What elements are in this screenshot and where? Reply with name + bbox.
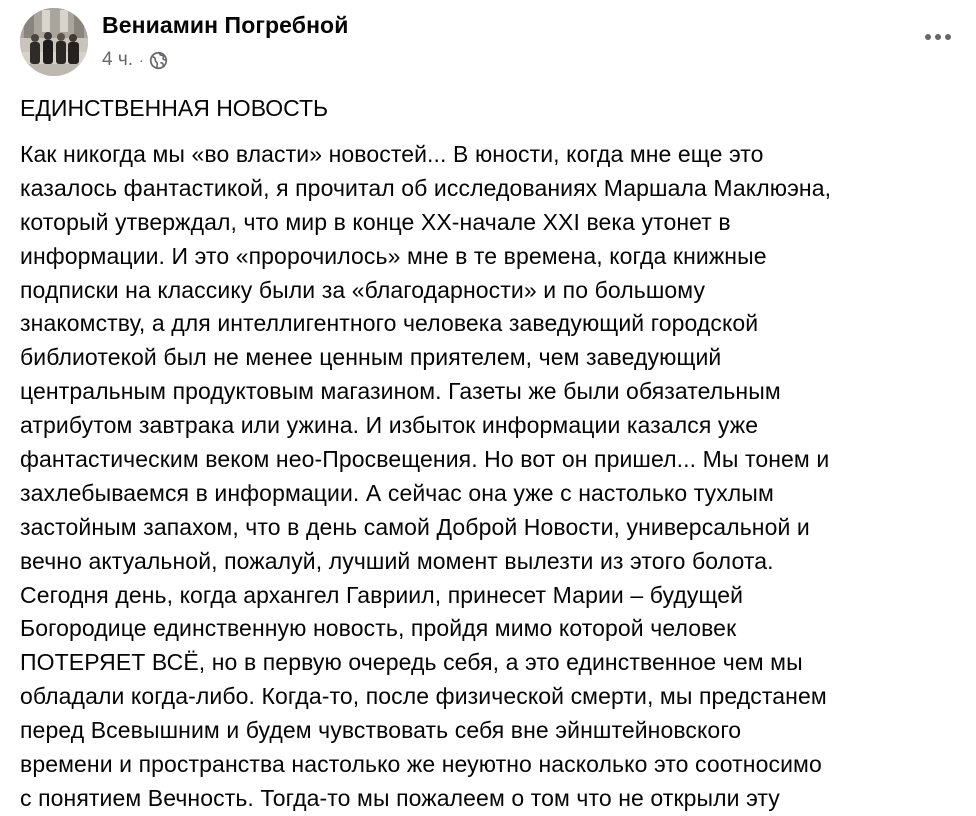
more-horizontal-icon: [945, 34, 951, 40]
author-name[interactable]: Вениамин Погребной: [102, 12, 349, 38]
meta-separator: ·: [139, 52, 144, 68]
post-header: [20, 8, 960, 78]
post-body-line: застойным запахом, что в день самой Доброй Новости, универсальной и: [20, 513, 810, 540]
post-body-line: Богородице единственную новость, пройдя мимо которой человек: [20, 615, 737, 642]
more-horizontal-icon: [935, 34, 941, 40]
post-timestamp[interactable]: 4 ч.: [102, 49, 134, 70]
post-body-line: центральным продуктовым магазином. Газеты же были обязательным: [20, 378, 781, 405]
post-body-line: подписки на классику были за «благодарности» и по большому: [20, 276, 706, 303]
post-body-line: времени и пространства настолько же неуютно насколько это соотносимо: [20, 751, 822, 778]
post-body-line: Сегодня день, когда архангел Гавриил, принесет Марии – будущей: [20, 581, 744, 608]
post-body-line: обладали когда-либо. Когда-то, после физической смерти, мы предстанем: [20, 683, 827, 710]
post-body-line: перед Всевышним и будем чувствовать себя вне эйнштейновского: [20, 717, 742, 744]
post-body-line: захлебываемся в информации. А сейчас она уже с настолько тухлым: [20, 479, 774, 506]
post-body-line: фантастическим веком нео-Просвещения. Но вот он пришел... Мы тонем и: [20, 446, 830, 473]
post-body-line: знакомству, а для интеллигентного человека заведующий городской: [20, 310, 759, 337]
post-title: ЕДИНСТВЕННАЯ НОВОСТЬ: [20, 95, 329, 121]
post-meta: [102, 48, 168, 72]
more-options-button[interactable]: [916, 22, 960, 52]
post-body-line: Как никогда мы «во власти» новостей... В юности, когда мне еще это: [20, 141, 764, 167]
post-body-line: ПОТЕРЯЕТ ВСЁ, но в первую очередь себя, а это единственное чем мы: [20, 649, 803, 676]
more-horizontal-icon: [925, 34, 931, 40]
avatar-photo: [20, 8, 88, 76]
post-body: [20, 138, 970, 816]
post-body-line: вечно актуальной, пожалуй, лучший момент вылезти из этого болота.: [20, 547, 774, 574]
globe-icon[interactable]: [149, 51, 168, 70]
avatar[interactable]: [20, 8, 88, 76]
post-body-line: с понятием Вечность. Тогда-то мы пожалеем о том что не открыли эту: [20, 784, 780, 811]
post-body-line: который утверждал, что мир в конце XX-начале XXI века утонет в: [20, 208, 731, 235]
post-body-line: информации. И это «пророчилось» мне в те времена, когда книжные: [20, 242, 767, 269]
post-body-line: атрибутом завтрака или ужина. И избыток информации казался уже: [20, 412, 759, 439]
post-body-line: библиотекой был не менее ценным приятелем, чем заведующий: [20, 344, 722, 371]
post-body-line: казалось фантастикой, я прочитал об исследованиях Маршала Маклюэна,: [20, 174, 832, 201]
